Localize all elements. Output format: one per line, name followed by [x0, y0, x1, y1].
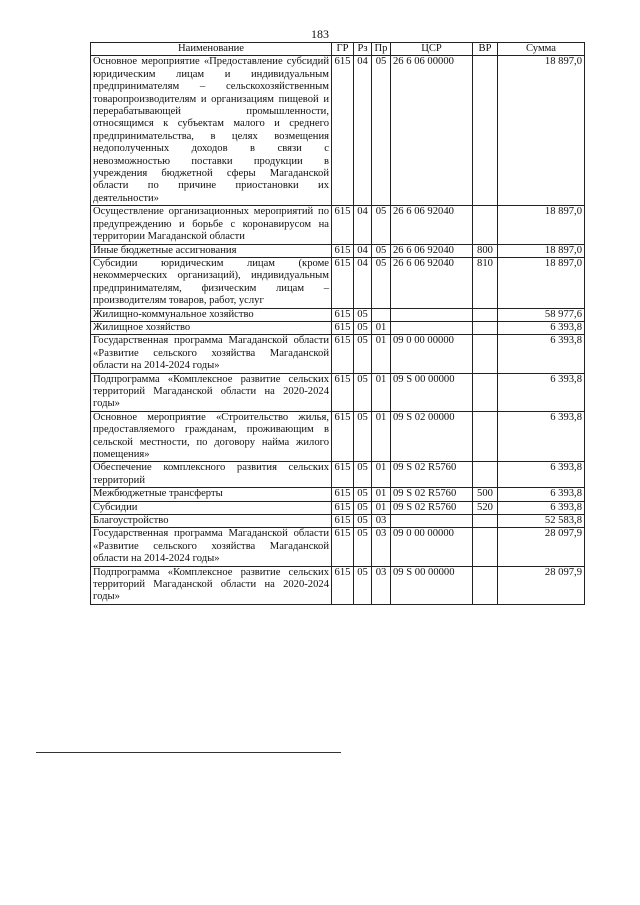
row-csr — [391, 321, 473, 334]
table-row — [91, 411, 585, 462]
row-pr: 03 — [372, 528, 391, 566]
row-gr: 615 — [332, 501, 354, 514]
row-vr — [473, 321, 498, 334]
row-csr: 09 S 02 00000 — [391, 411, 473, 462]
row-name: Подпрограмма «Комплексное развитие сельских территорий Магаданской области на 2020-2024 годы» — [91, 566, 332, 604]
row-csr: 26 6 06 92040 — [391, 257, 473, 308]
row-gr: 615 — [332, 566, 354, 604]
row-sum: 18 897,0 — [498, 257, 585, 308]
row-vr — [473, 373, 498, 411]
row-vr — [473, 462, 498, 488]
table-row — [91, 321, 585, 334]
row-vr — [473, 206, 498, 244]
row-sum: 28 097,9 — [498, 566, 585, 604]
column-header-csr: ЦСР — [391, 43, 473, 56]
table-row — [91, 56, 585, 206]
row-name: Жилищно-коммунальное хозяйство — [91, 308, 332, 321]
row-csr: 09 S 00 00000 — [391, 566, 473, 604]
row-gr: 615 — [332, 206, 354, 244]
column-header-name: Наименование — [91, 43, 332, 56]
row-sum: 28 097,9 — [498, 528, 585, 566]
row-gr: 615 — [332, 308, 354, 321]
row-csr — [391, 308, 473, 321]
row-pr — [372, 308, 391, 321]
row-csr: 09 S 02 R5760 — [391, 462, 473, 488]
row-pr: 03 — [372, 515, 391, 528]
row-rz: 05 — [354, 488, 372, 501]
row-gr: 615 — [332, 411, 354, 462]
row-gr: 615 — [332, 462, 354, 488]
column-header-gr: ГР — [332, 43, 354, 56]
row-rz: 04 — [354, 244, 372, 257]
row-name: Обеспечение комплексного развития сельских территорий — [91, 462, 332, 488]
row-pr: 05 — [372, 206, 391, 244]
row-rz: 05 — [354, 335, 372, 373]
row-pr: 01 — [372, 411, 391, 462]
row-vr: 500 — [473, 488, 498, 501]
row-name: Субсидии юридическим лицам (кроме некоммерческих организаций), индивидуальным предпринимателям, физическим лицам – производителям товаров, работ, услуг — [91, 257, 332, 308]
page-number: 183 — [311, 27, 329, 41]
row-rz: 05 — [354, 566, 372, 604]
table-row — [91, 462, 585, 488]
row-gr: 615 — [332, 56, 354, 206]
row-gr: 615 — [332, 244, 354, 257]
row-vr: 800 — [473, 244, 498, 257]
row-csr: 26 6 06 92040 — [391, 244, 473, 257]
row-sum: 18 897,0 — [498, 56, 585, 206]
row-pr: 05 — [372, 244, 391, 257]
row-csr: 09 S 02 R5760 — [391, 501, 473, 514]
row-sum: 18 897,0 — [498, 206, 585, 244]
row-rz: 04 — [354, 56, 372, 206]
row-csr: 26 6 06 00000 — [391, 56, 473, 206]
row-name: Подпрограмма «Комплексное развитие сельских территорий Магаданской области на 2020-2024 годы» — [91, 373, 332, 411]
row-vr: 810 — [473, 257, 498, 308]
table-row — [91, 206, 585, 244]
row-sum: 6 393,8 — [498, 501, 585, 514]
row-rz: 04 — [354, 206, 372, 244]
row-name: Государственная программа Магаданской области «Развитие сельского хозяйства Магаданской области на 2014-2024 годы» — [91, 528, 332, 566]
row-vr — [473, 335, 498, 373]
table-row — [91, 528, 585, 566]
row-rz: 05 — [354, 373, 372, 411]
budget-table — [90, 42, 585, 605]
row-name: Субсидии — [91, 501, 332, 514]
row-sum: 6 393,8 — [498, 321, 585, 334]
row-gr: 615 — [332, 515, 354, 528]
row-csr: 09 S 02 R5760 — [391, 488, 473, 501]
table-row — [91, 566, 585, 604]
row-gr: 615 — [332, 321, 354, 334]
row-rz: 05 — [354, 515, 372, 528]
row-pr: 03 — [372, 566, 391, 604]
row-csr: 09 0 00 00000 — [391, 528, 473, 566]
row-vr — [473, 566, 498, 604]
row-rz: 05 — [354, 462, 372, 488]
table-row — [91, 335, 585, 373]
row-sum: 6 393,8 — [498, 488, 585, 501]
row-csr: 26 6 06 92040 — [391, 206, 473, 244]
table-header-row — [91, 43, 585, 56]
row-pr: 05 — [372, 56, 391, 206]
row-pr: 01 — [372, 335, 391, 373]
table-row — [91, 244, 585, 257]
row-name: Основное мероприятие «Предоставление субсидий юридическим лицам и индивидуальным предпринимателям – сельскохозяйственным товаропроизводителям и организациям пищевой и перерабатывающей промышленности, относящимся к субъектам малого и среднего предпринимательства, в целях возмещения недополученных доходов в связи с невозможностью поставки продукции в учреждения бюджетной сферы Магаданской области по причине приостановки их деятельности» — [91, 56, 332, 206]
table-row — [91, 515, 585, 528]
row-vr — [473, 528, 498, 566]
row-name: Иные бюджетные ассигнования — [91, 244, 332, 257]
row-pr: 01 — [372, 321, 391, 334]
row-name: Жилищное хозяйство — [91, 321, 332, 334]
row-vr — [473, 515, 498, 528]
row-gr: 615 — [332, 257, 354, 308]
row-gr: 615 — [332, 528, 354, 566]
table-row — [91, 501, 585, 514]
row-pr: 01 — [372, 462, 391, 488]
row-rz: 05 — [354, 501, 372, 514]
row-vr: 520 — [473, 501, 498, 514]
row-rz: 05 — [354, 308, 372, 321]
row-sum: 52 583,8 — [498, 515, 585, 528]
row-name: Государственная программа Магаданской области «Развитие сельского хозяйства Магаданской области на 2014-2024 годы» — [91, 335, 332, 373]
row-pr: 05 — [372, 257, 391, 308]
row-name: Основное мероприятие «Строительство жилья, предоставляемого гражданам, проживающим в сельской местности, по договору найма жилого помещения» — [91, 411, 332, 462]
row-csr: 09 S 00 00000 — [391, 373, 473, 411]
row-gr: 615 — [332, 488, 354, 501]
row-name: Благоустройство — [91, 515, 332, 528]
table-row — [91, 488, 585, 501]
row-gr: 615 — [332, 373, 354, 411]
row-vr — [473, 56, 498, 206]
row-sum: 6 393,8 — [498, 411, 585, 462]
column-header-vr: ВР — [473, 43, 498, 56]
row-pr: 01 — [372, 501, 391, 514]
row-sum: 6 393,8 — [498, 373, 585, 411]
row-pr: 01 — [372, 373, 391, 411]
row-csr: 09 0 00 00000 — [391, 335, 473, 373]
table-row — [91, 257, 585, 308]
row-rz: 04 — [354, 257, 372, 308]
row-rz: 05 — [354, 321, 372, 334]
column-header-sum: Сумма — [498, 43, 585, 56]
table-row — [91, 373, 585, 411]
row-gr: 615 — [332, 335, 354, 373]
column-header-pr: Пр — [372, 43, 391, 56]
row-csr — [391, 515, 473, 528]
row-rz: 05 — [354, 528, 372, 566]
row-sum: 58 977,6 — [498, 308, 585, 321]
table-row — [91, 308, 585, 321]
row-vr — [473, 308, 498, 321]
row-sum: 6 393,8 — [498, 335, 585, 373]
row-sum: 18 897,0 — [498, 244, 585, 257]
column-header-rz: Рз — [354, 43, 372, 56]
row-pr: 01 — [372, 488, 391, 501]
row-vr — [473, 411, 498, 462]
row-name: Осуществление организационных мероприятий по предупреждению и борьбе с коронавирусом на территории Магаданской области — [91, 206, 332, 244]
footnote-separator-line — [36, 752, 341, 753]
row-rz: 05 — [354, 411, 372, 462]
row-name: Межбюджетные трансферты — [91, 488, 332, 501]
row-sum: 6 393,8 — [498, 462, 585, 488]
